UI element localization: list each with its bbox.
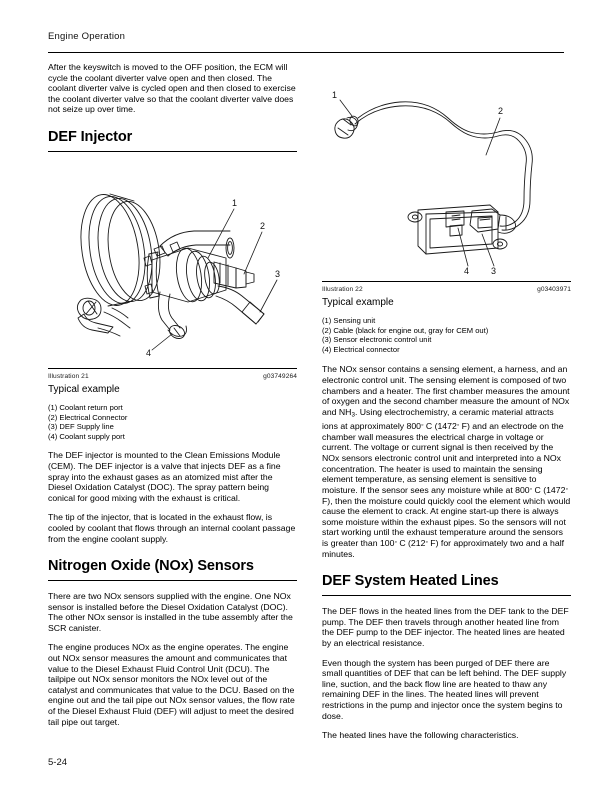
- callout-number-3: 3: [491, 266, 497, 275]
- callout-legend-item: (2) Electrical Connector: [48, 412, 128, 422]
- def-injector-paragraph-1: The DEF injector is mounted to the Clean Emissions Module (CEM). The DEF injector is a valve that injects DEF as a fine spray into the exhaust gases as an atomized mist after the Diesel Oxidation Catalyst (DOC). The spray pattern being conical for good mixing with the exhaust is critical.: [48, 450, 281, 503]
- callout-legend-item: (1) Sensing unit: [322, 316, 376, 325]
- heated-lines-paragraph-3: The heated lines have the following characteristics.: [322, 730, 519, 741]
- nox-detail-text-part7: C (212: [396, 538, 426, 549]
- figure-title: Typical example: [48, 383, 120, 395]
- nox-detail-text-part6: F), then the moisture could quickly cool the element which would cause the element to crack. At engine start-up there is always some moisture within the exhaust pipes. So the sensors will not start working until the exhaust temperature around the sensors is greater than 100: [322, 495, 571, 549]
- illustration-label: Illustration 22: [322, 286, 363, 293]
- heading-nox-sensors: Nitrogen Oxide (NOx) Sensors: [48, 558, 254, 575]
- callout-number-2: 2: [260, 220, 266, 231]
- def-injector-paragraph-2: The tip of the injector, that is located in the exhaust flow, is cooled by coolant that flows through an internal coolant passage from the engine coolant supply.: [48, 512, 296, 544]
- graphic-id: g03403971: [537, 286, 571, 293]
- left-column: [48, 62, 297, 727]
- callout-legend-item: (3) Sensor electronic control unit: [322, 335, 432, 345]
- heading-def-system-heated-lines: DEF System Heated Lines: [322, 573, 499, 590]
- header-divider: [48, 52, 564, 53]
- def-injector-line-art: [48, 162, 297, 362]
- figure-callout-list: [48, 403, 297, 441]
- degree-symbol: ◦: [456, 421, 460, 429]
- nox-detail-text-part8: F) for approximately two and a half minutes.: [322, 538, 565, 559]
- callout-number-1: 1: [332, 90, 338, 100]
- callout-number-3: 3: [275, 268, 281, 279]
- figure-callout-list: [322, 316, 571, 354]
- nox-detail-text-part5: C (1472: [532, 484, 566, 495]
- callout-legend-item: (1) Coolant return port: [48, 402, 123, 412]
- figure-nox-sensor: [322, 62, 571, 275]
- nox-detail-text-part1: The NOx sensor contains a sensing element, a harness, and an electronic control unit. The sensing element is composed of two chambers and a heater. The first chamber measures the amount of oxygen and the second chamber measure the amount of NOx and NH: [322, 364, 570, 417]
- nox-sensors-paragraph-1: There are two NOx sensors supplied with the engine. One NOx sensor is installed before the Diesel Oxidation Catalyst (DOC). The other NOx sensor is installed in the tube assembly after the SCR canister.: [48, 591, 293, 633]
- degree-symbol: ◦: [565, 485, 568, 493]
- figure-meta: [48, 373, 297, 380]
- callout-legend-item: (4) Coolant supply port: [48, 431, 125, 441]
- callout-legend-item: (2) Cable (black for engine out, gray for CEM out): [322, 325, 489, 335]
- figure-meta: [322, 286, 571, 293]
- callout-number-4: 4: [464, 266, 470, 275]
- figure-title: Typical example: [322, 297, 394, 308]
- nox-sensors-paragraph-2: The engine produces NOx as the engine operates. The engine out NOx sensor measures the amount and communicates that value to the Diesel Exhaust Fluid Control Unit (DCU). The tailpipe out NOx sensor monitors the NOx level out of the catalyst and communicates that value to the DCU. Based on the engine out and the tail pipe out NOx sensor values, the flow rate of the Diesel Exhaust Fluid (DEF) will adjust to meet the desired tail pipe out target.: [48, 642, 295, 727]
- graphic-id: g03749264: [263, 372, 297, 380]
- degree-symbol: ◦: [394, 538, 397, 546]
- figure-divider: [322, 281, 571, 282]
- running-header: Engine Operation: [48, 31, 126, 42]
- heated-lines-paragraph-2: Even though the system has been purged of DEF there are small quantities of DEF that can be left behind. The DEF supply line, suction, and the back flow line are heated to thaw any remaining DEF in the lines. The heated lines will prevent restrictions in the pump and injector once the system begins to dose.: [322, 657, 567, 721]
- nox-detail-paragraph: [322, 364, 571, 559]
- heading-divider: [322, 595, 571, 596]
- illustration-label: Illustration 21: [48, 372, 89, 380]
- heading-divider: [48, 151, 297, 152]
- degree-symbol: ◦: [425, 538, 428, 546]
- callout-number-1: 1: [232, 197, 238, 208]
- callout-legend-item: (4) Electrical connector: [322, 344, 400, 354]
- intro-paragraph: After the keyswitch is moved to the OFF position, the ECM will cycle the coolant diverter valve open and then closed. The coolant diverter valve is cycled open and then closed to exercise the coolant diverter valve so that the coolant diverter valve does not seize up over time.: [48, 62, 296, 115]
- right-column: [322, 62, 571, 741]
- callout-legend-item: (3) DEF Supply line: [48, 422, 114, 432]
- heading-divider: [48, 580, 297, 581]
- heading-def-injector: DEF Injector: [48, 128, 133, 145]
- nox-detail-text-part2: . Using electrochemistry, a ceramic material attracts ions at approximately 800: [322, 406, 554, 432]
- callout-number-2: 2: [498, 106, 504, 116]
- heated-lines-paragraph-1: The DEF flows in the heated lines from the DEF tank to the DEF pump. The DEF then travels through another heated line from the DEF pump to the DEF injector. The heated lines are heated by an electrical resistance.: [322, 606, 569, 649]
- callout-number-4: 4: [146, 347, 152, 358]
- figure-def-injector: [48, 162, 297, 362]
- figure-divider: [48, 368, 297, 369]
- page-number: 5-24: [48, 757, 68, 768]
- nox-detail-text-part4: F) and an electrode on the chamber wall measures the electrical charge in voltage or current. The voltage or current signal is then received by the NOx sensors electronic control unit and interpreted into a NOx concentration. The heater is used to maintain the sensing element temperature, as sensing element is sensitive to moisture. If the sensor sees any moisture while at 800: [322, 421, 564, 495]
- degree-symbol: ◦: [529, 485, 533, 493]
- nox-detail-text-part3: C (1472: [423, 421, 457, 432]
- nox-sensor-line-art: [322, 62, 571, 275]
- degree-symbol: ◦: [421, 421, 424, 429]
- nh3-subscript: 3: [351, 411, 355, 419]
